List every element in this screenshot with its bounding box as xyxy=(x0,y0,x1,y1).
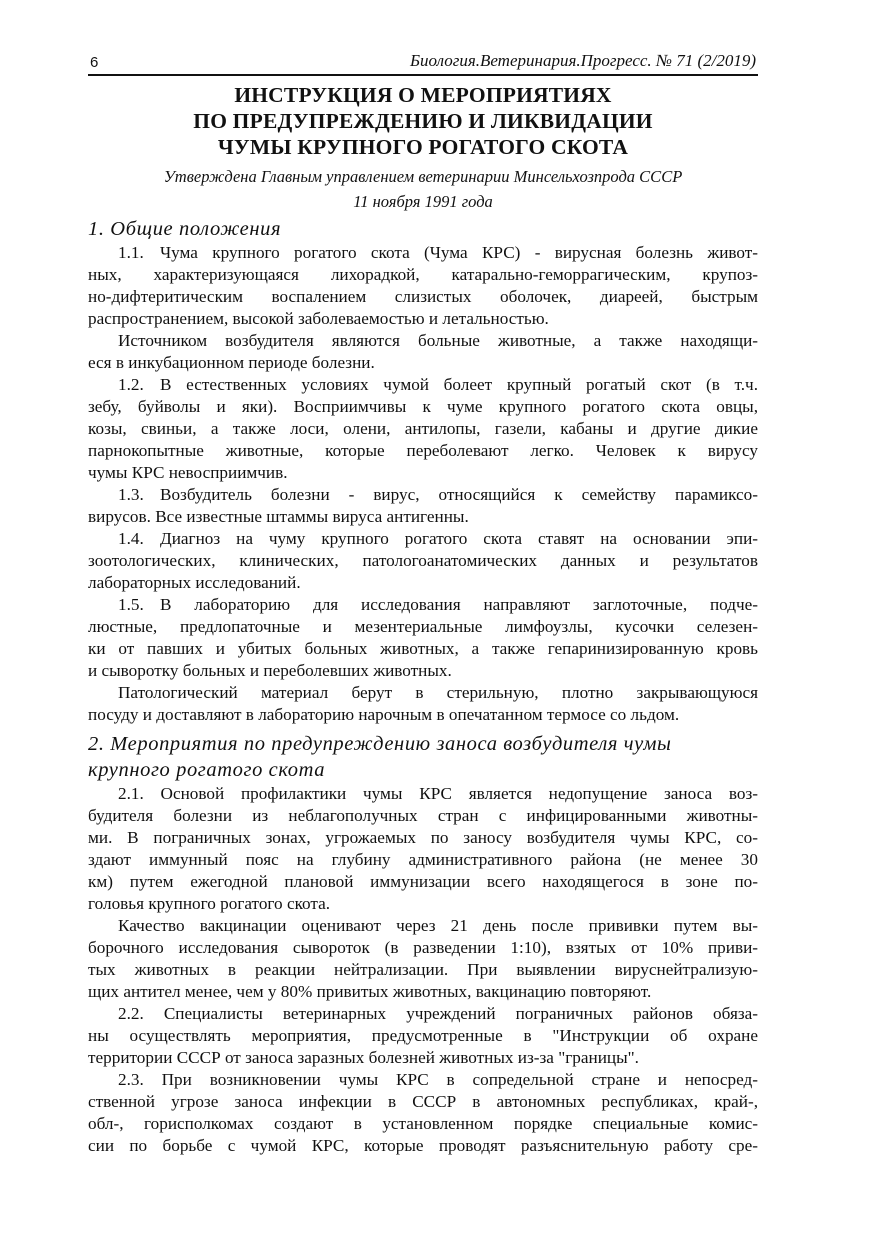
paragraph-line: ны осуществлять мероприятия, предусмотренные в "Инструкции об охране xyxy=(88,1026,758,1045)
paragraph-line: территории СССР от заноса заразных болезней животных из-за "границы". xyxy=(88,1048,639,1067)
paragraph-line: лабораторных исследований. xyxy=(88,573,301,592)
paragraph-line: Источником возбудителя являются больные животные, а также находящи- xyxy=(118,331,758,350)
paragraph-line: ми. В пограничных зонах, угрожаемых по заносу возбудителя чумы КРС, со- xyxy=(88,828,758,847)
line-text: Чума крупного рогатого скота (Чума КРС) - вирусная болезнь живот- xyxy=(160,243,758,262)
paragraph xyxy=(88,783,758,915)
title-line: ПО ПРЕДУПРЕЖДЕНИЮ И ЛИКВИДАЦИИ xyxy=(193,109,653,133)
paragraph-line: но-дифтеритическим воспалением слизистых оболочек, диареей, быстрым xyxy=(88,287,758,306)
paragraph-line: ственной угрозе заноса инфекции в СССР в автономных республиках, край-, xyxy=(88,1092,758,1111)
paragraph-line: сии по борьбе с чумой КРС, которые проводят разъяснительную работу сре- xyxy=(88,1136,758,1155)
paragraph xyxy=(88,915,758,1003)
approval-date: 11 ноября 1991 года xyxy=(353,192,493,211)
approval-line: Утверждена Главным управлением ветеринарии Минсельхозпрода СССР xyxy=(163,167,683,186)
paragraph-line: здают иммунный пояс на глубину административного района (не менее 30 xyxy=(88,850,758,869)
paragraph-line: зебу, буйволы и яки). Восприимчивы к чуме крупного рогатого скота овцы, xyxy=(88,397,758,416)
paragraph-line: козы, свиньи, а также лоси, олени, антилопы, газели, кабаны и другие дикие xyxy=(88,419,758,438)
paragraph-line: 2.1. Основой профилактики чумы КРС является недопущение заноса воз- xyxy=(118,784,758,803)
paragraph xyxy=(88,594,758,682)
paragraph xyxy=(88,682,758,726)
paragraph-line: ки от павших и убитых больных животных, а также гепаринизированную кровь xyxy=(88,639,758,658)
paragraph xyxy=(88,330,758,374)
paragraph-line: км) путем ежегодной плановой иммунизации всего находящегося в зоне по- xyxy=(88,872,758,891)
line-text: Возбудитель болезни - вирус, относящийся к семейству парамиксо- xyxy=(160,485,758,504)
title-line: ИНСТРУКЦИЯ О МЕРОПРИЯТИЯХ xyxy=(234,83,612,107)
clause-number: 1.1. xyxy=(118,243,144,262)
clause-number: 1.5. xyxy=(118,595,144,614)
section-heading xyxy=(88,216,758,242)
paragraph-line xyxy=(88,242,758,264)
paragraph xyxy=(88,242,758,330)
paragraph-line: щих антител менее, чем у 80% привитых животных, вакцинацию повторяют. xyxy=(88,982,652,1001)
paragraph xyxy=(88,374,758,484)
paragraph-line: вирусов. Все известные штаммы вируса антигенны. xyxy=(88,507,469,526)
paragraph-line: Качество вакцинации оценивают через 21 день после прививки путем вы- xyxy=(118,916,758,935)
paragraph-line xyxy=(88,484,758,506)
paragraph-line: 2.2. Специалисты ветеринарных учреждений пограничных районов обяза- xyxy=(118,1004,758,1023)
paragraph-line: тых животных в реакции нейтрализации. При выявлении вируснейтрализую- xyxy=(88,960,758,979)
paragraph-line: головья крупного рогатого скота. xyxy=(88,894,331,913)
paragraph-line: будителя болезни из неблагополучных стран с инфицированными животны- xyxy=(88,806,758,825)
paragraph-line: ных, характеризующаяся лихорадкой, катарально-геморрагическим, крупоз- xyxy=(88,265,758,284)
paragraph-line: распространением, высокой заболеваемостью и летальностью. xyxy=(88,309,549,328)
line-text: В лабораторию для исследования направляют заглоточные, подче- xyxy=(160,595,758,614)
document-title xyxy=(88,82,758,160)
page-number: 6 xyxy=(90,54,99,71)
paragraph xyxy=(88,528,758,594)
document-body xyxy=(88,216,758,1157)
paragraph-line: зоотологических, клинических, патологоанатомических данных и результатов xyxy=(88,551,758,570)
section-heading-text: 2. Мероприятия по предупреждению заноса возбудителя чумы xyxy=(88,733,672,755)
paragraph-line: еся в инкубационном периоде болезни. xyxy=(88,353,375,372)
line-text: В естественных условиях чумой болеет крупный рогатый скот (в т.ч. xyxy=(160,375,758,394)
paragraph-line: чумы КРС невосприимчив. xyxy=(88,463,288,482)
paragraph-line: парнокопытные животные, которые переболевают легко. Человек к вирусу xyxy=(88,441,758,460)
paragraph xyxy=(88,484,758,528)
approval-note xyxy=(88,164,758,214)
section-heading xyxy=(88,731,758,783)
paragraph-line: люстные, предлопаточные и мезентериальные лимфоузлы, кусочки селезен- xyxy=(88,617,758,636)
section-heading-text: крупного рогатого скота xyxy=(88,759,326,781)
paragraph xyxy=(88,1003,758,1069)
paragraph-line: 2.3. При возникновении чумы КРС в сопредельной стране и непосред- xyxy=(118,1070,758,1089)
paragraph-line xyxy=(88,594,758,616)
section-heading-text: 1. Общие положения xyxy=(88,218,282,240)
paragraph-line: Патологический материал берут в стерильную, плотно закрывающуюся xyxy=(118,683,758,702)
clause-number: 1.2. xyxy=(118,375,144,394)
paragraph-line: и сыворотку больных и переболевших животных. xyxy=(88,661,452,680)
running-header xyxy=(88,50,758,76)
clause-number: 1.3. xyxy=(118,485,144,504)
clause-number: 1.4. xyxy=(118,529,144,548)
paragraph-line: борочного исследования сывороток (в разведении 1:10), взятых от 10% приви- xyxy=(88,938,758,957)
paragraph-line: посуду и доставляют в лабораторию нарочным в опечатанном термосе со льдом. xyxy=(88,705,680,724)
paragraph-line xyxy=(88,528,758,550)
journal-title: Биология.Ветеринария.Прогресс. № 71 (2/2019) xyxy=(409,51,756,70)
paragraph-line xyxy=(88,374,758,396)
line-text: Диагноз на чуму крупного рогатого скота ставят на основании эпи- xyxy=(160,529,758,548)
paragraph-line: обл-, горисполкомах создают в установленном порядке специальные комис- xyxy=(88,1114,758,1133)
paragraph xyxy=(88,1069,758,1157)
title-line: ЧУМЫ КРУПНОГО РОГАТОГО СКОТА xyxy=(217,135,629,159)
